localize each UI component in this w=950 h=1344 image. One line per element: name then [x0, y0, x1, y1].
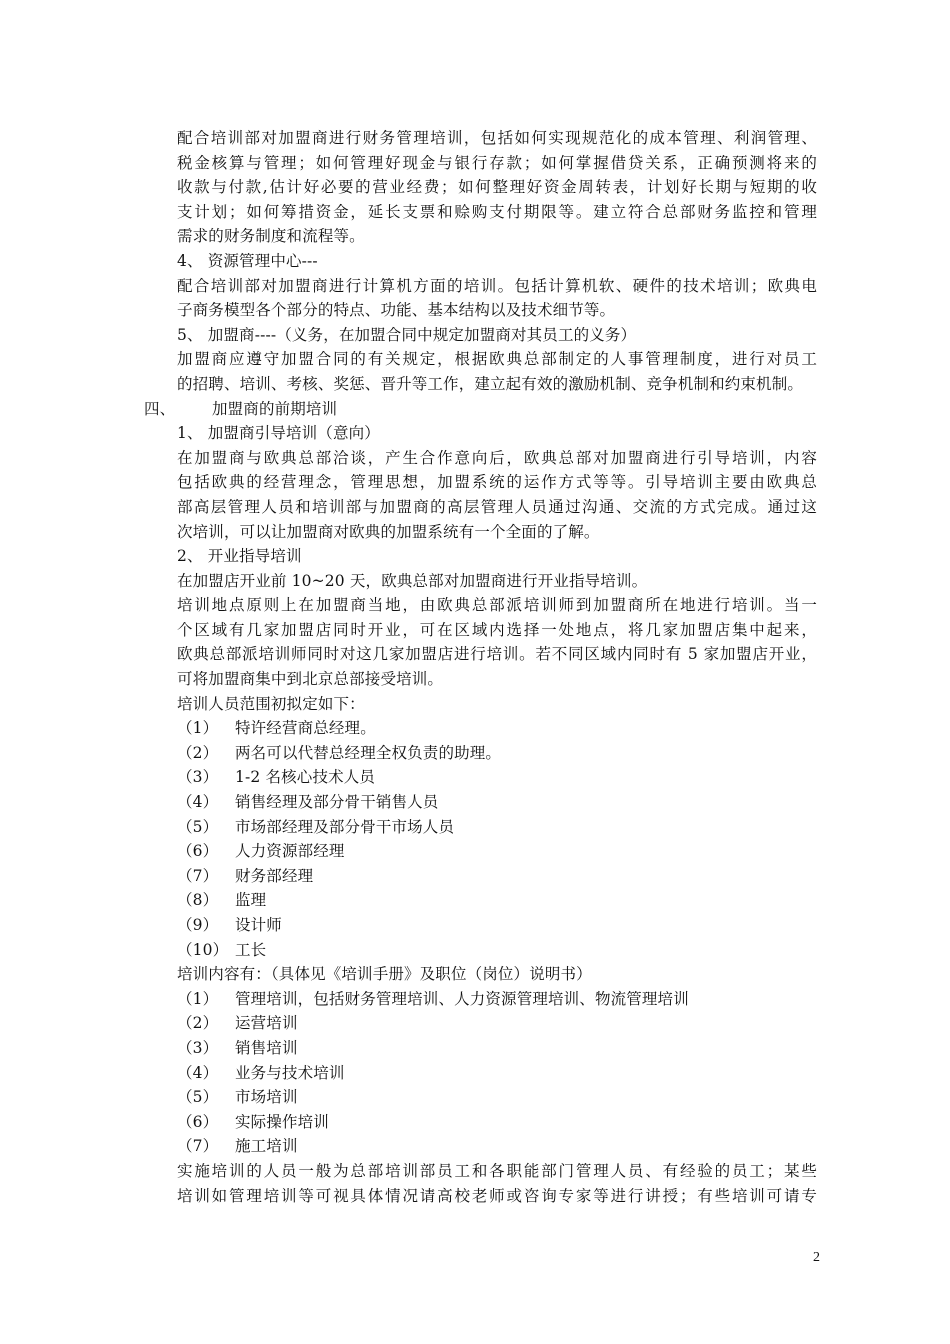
- paragraph-line: 在加盟商与欧典总部洽谈，产生合作意向后，欧典总部对加盟商进行引导培训，内容: [177, 448, 817, 467]
- personnel-heading: 培训人员范围初拟定如下：: [177, 694, 365, 713]
- list-item: [177, 1036, 817, 1061]
- list-item: [177, 1085, 817, 1110]
- page-number: 2: [813, 1250, 820, 1265]
- list-item-number: （7）: [177, 866, 219, 885]
- subheading-franchisee: 5、 加盟商----（义务，在加盟合同中规定加盟商对其员工的义务）: [177, 325, 637, 344]
- list-item-number: （2）: [177, 1014, 219, 1033]
- section-number: 四、: [144, 399, 176, 418]
- subheading-resource-center: 4、 资源管理中心---: [177, 251, 318, 270]
- paragraph-line: 的招聘、培训、考核、奖惩、晋升等工作，建立起有效的激励机制、竞争机制和约束机制。: [177, 374, 804, 393]
- list-item: [177, 716, 817, 741]
- list-item: [177, 815, 817, 840]
- paragraph-line: 税金核算与管理；如何管理好现金与银行存款；如何掌握借贷关系，正确预测将来的: [177, 153, 817, 172]
- list-item-number: （8）: [177, 891, 219, 910]
- paragraph-line: 子商务模型各个部分的特点、功能、基本结构以及技术细节等。: [177, 301, 616, 320]
- list-item-text: 市场部经理及部分骨干市场人员: [235, 817, 455, 836]
- paragraph-line: 加盟商应遵守加盟合同的有关规定，根据欧典总部制定的人事管理制度，进行对员工: [177, 350, 817, 369]
- list-item-text: 特许经营商总经理。: [235, 719, 376, 738]
- list-item-number: （5）: [177, 817, 219, 836]
- paragraph-line: 个区域有几家加盟店同时开业，可在区域内选择一处地点，将几家加盟店集中起来，: [177, 620, 817, 639]
- paragraph-line: 需求的财务制度和流程等。: [177, 227, 365, 246]
- paragraph-line: 在加盟店开业前 10~20 天，欧典总部对加盟商进行开业指导培训。: [177, 571, 648, 590]
- list-item-number: （3）: [177, 1038, 219, 1057]
- paragraph-line: 部高层管理人员和培训部与加盟商的高层管理人员通过沟通、交流的方式完成。通过这: [177, 497, 817, 516]
- list-item: [177, 1134, 817, 1159]
- list-item: [177, 839, 817, 864]
- list-item-text: 运营培训: [235, 1014, 298, 1033]
- list-item: [177, 888, 817, 913]
- list-item: [177, 1011, 817, 1036]
- list-item: [177, 1110, 817, 1135]
- list-item: [177, 1061, 817, 1086]
- list-item-text: 实际操作培训: [235, 1112, 329, 1131]
- paragraph-line: 收款与付款,估计好必要的营业经费；如何整理好资金周转表，计划好长期与短期的收: [177, 178, 817, 197]
- list-item-number: （10）: [177, 940, 229, 959]
- subheading-guide-training: 1、 加盟商引导培训（意向）: [177, 424, 380, 443]
- list-item-text: 市场培训: [235, 1088, 298, 1107]
- document-body: [144, 126, 817, 1208]
- list-item-number: （6）: [177, 842, 219, 861]
- paragraph-line: 支计划；如何筹措资金，延长支票和赊购支付期限等。建立符合总部财务监控和管理: [177, 202, 817, 221]
- paragraph-line: 包括欧典的经营理念，管理思想，加盟系统的运作方式等等。引导培训主要由欧典总: [177, 473, 817, 492]
- list-item-text: 财务部经理: [235, 866, 314, 885]
- list-item-text: 设计师: [235, 916, 282, 934]
- list-item: [177, 790, 817, 815]
- list-item-number: （3）: [177, 768, 219, 787]
- list-item: [177, 864, 817, 889]
- subheading-opening-training: 2、 开业指导培训: [177, 547, 302, 566]
- list-item-number: （9）: [177, 916, 219, 934]
- list-item-text: 销售培训: [235, 1038, 298, 1057]
- list-item-text: 两名可以代替总经理全权负责的助理。: [235, 743, 502, 762]
- paragraph-line: 欧典总部派培训师同时对这几家加盟店进行培训。若不同区域内同时有 5 家加盟店开业，: [177, 645, 817, 664]
- paragraph-line: 培训如管理培训等可视具体情况请高校老师或咨询专家等进行讲授；有些培训可请专: [177, 1186, 817, 1205]
- content-heading: 培训内容有：（具体见《培训手册》及职位（岗位）说明书）: [177, 965, 592, 984]
- list-item-number: （5）: [177, 1088, 219, 1107]
- list-item-text: 施工培训: [235, 1137, 298, 1156]
- list-item-number: （4）: [177, 793, 219, 812]
- list-item-text: 管理培训，包括财务管理培训、人力资源管理培训、物流管理培训: [235, 989, 689, 1008]
- paragraph-line: 实施培训的人员一般为总部培训部员工和各职能部门管理人员、有经验的员工；某些: [177, 1161, 817, 1180]
- section-title: 加盟商的前期培训: [212, 399, 338, 418]
- list-item: [177, 765, 817, 790]
- list-item-number: （7）: [177, 1137, 219, 1156]
- list-item-number: （1）: [177, 989, 219, 1008]
- list-item-text: 工长: [235, 940, 267, 959]
- paragraph-line: 配合培训部对加盟商进行财务管理培训，包括如何实现规范化的成本管理、利润管理、: [177, 129, 817, 147]
- section-heading: [144, 397, 817, 422]
- list-item-text: 销售经理及部分骨干销售人员: [235, 793, 439, 812]
- paragraph-line: 培训地点原则上在加盟商当地，由欧典总部派培训师到加盟商所在地进行培训。当一: [177, 596, 817, 615]
- list-item-text: 监理: [235, 891, 267, 910]
- list-item-number: （2）: [177, 743, 219, 762]
- list-item-text: 人力资源部经理: [235, 842, 345, 861]
- list-item: [177, 741, 817, 766]
- list-item-number: （4）: [177, 1063, 219, 1082]
- list-item: [177, 987, 817, 1012]
- list-item-text: 1-2 名核心技术人员: [235, 768, 376, 787]
- list-item: [177, 938, 817, 963]
- paragraph-line: 次培训，可以让加盟商对欧典的加盟系统有一个全面的了解。: [177, 522, 600, 541]
- paragraph-line: 可将加盟商集中到北京总部接受培训。: [177, 670, 444, 689]
- list-item: [177, 913, 817, 938]
- paragraph-line: 配合培训部对加盟商进行计算机方面的培训。包括计算机软、硬件的技术培训；欧典电: [177, 276, 817, 295]
- list-item-number: （6）: [177, 1112, 219, 1131]
- list-item-text: 业务与技术培训: [235, 1063, 345, 1082]
- list-item-number: （1）: [177, 719, 219, 738]
